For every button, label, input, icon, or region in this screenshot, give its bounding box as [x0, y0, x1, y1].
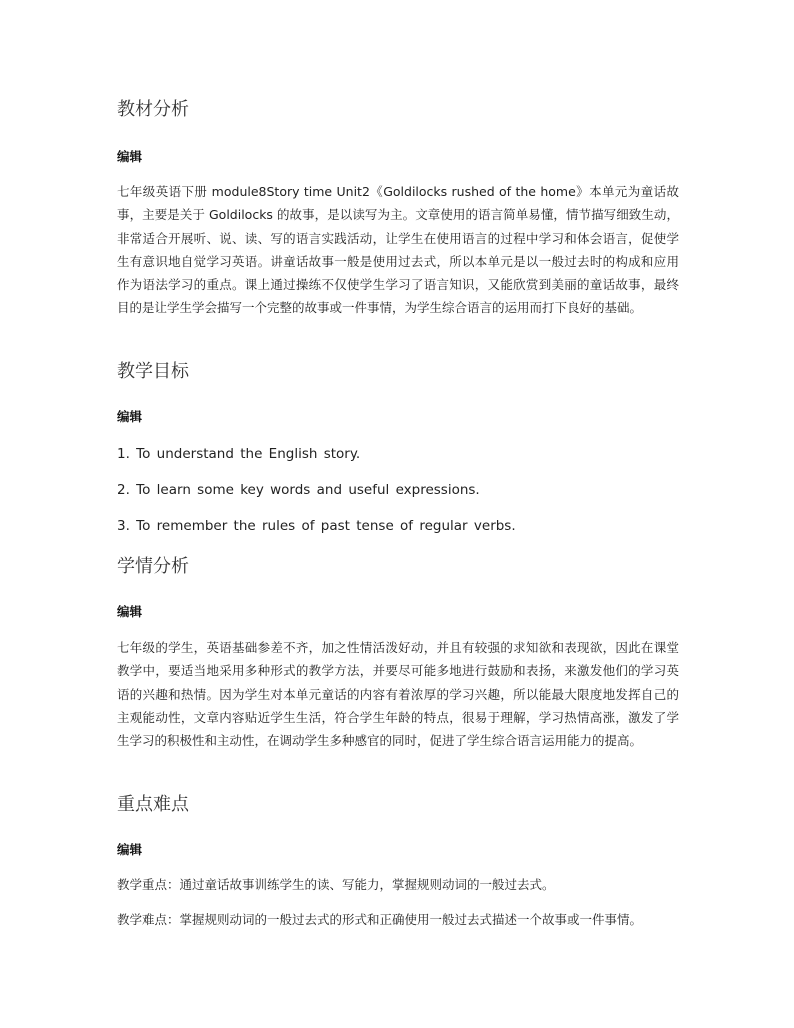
section-paragraph: 七年级的学生，英语基础参差不齐，加之性情活泼好动，并且有较强的求知欲和表现欲，因此在课堂教学中，要适当地采用多种形式的教学方法，并要尽可能多地进行鼓励和表扬，来激发他们的学习英语的兴趣和热情。因为学生对本单元童话的内容有着浓厚的学习兴趣，所以能最大限度地发挥自己的主观能动性，文章内容贴近学生生活，符合学生年龄的特点，很易于理解，学习热情高涨，激发了学生学习的积极性和主动性，在调动学生多种感官的同时，促进了学生综合语言运用能力的提高。 [117, 640, 679, 749]
section-heading: 教学目标 [117, 361, 189, 382]
difficult-point-line: 教学难点：掌握规则动词的一般过去式的形式和正确使用一般过去式描述一个故事或一件事情。 [117, 912, 643, 927]
edit-link[interactable]: 编辑 [117, 409, 143, 424]
edit-link[interactable]: 编辑 [117, 604, 143, 619]
section-heading: 学情分析 [117, 556, 189, 577]
section-key-difficult-points [117, 793, 682, 927]
section-textbook-analysis [117, 98, 682, 316]
key-point-line: 教学重点：通过童话故事训练学生的读、写能力，掌握规则动词的一般过去式。 [117, 877, 555, 892]
section-heading: 重点难点 [117, 794, 189, 815]
edit-link[interactable]: 编辑 [117, 842, 143, 857]
goal-item: 1. To understand the English story. [117, 446, 361, 462]
section-student-analysis [117, 555, 682, 749]
section-heading: 教材分析 [117, 99, 189, 120]
section-teaching-goals [117, 360, 682, 534]
section-paragraph: 七年级英语下册 module8Story time Unit2《Goldilocks rushed of the home》本单元为童话故事，主要是关于 Goldilocks 的故事，是以读写为主。文章使用的语言简单易懂，情节描写细致生动，非常适合开展听、说、读、写的语言实践活动，让学生在使用语言的过程中学习和体会语言，促使学生有意识地自觉学习英语。讲童话故事一般是使用过去式，所以本单元是以一般过去时的构成和应用作为语法学习的重点。课上通过操练不仅使学生学习了语言知识，又能欣赏到美丽的童话故事，最终目的是让学生学会描写一个完整的故事或一件事情，为学生综合语言的运用而打下良好的基础。 [117, 184, 679, 316]
goal-item: 3. To remember the rules of past tense of regular verbs. [117, 518, 516, 534]
goal-item: 2. To learn some key words and useful expressions. [117, 482, 480, 498]
edit-link[interactable]: 编辑 [117, 149, 143, 164]
